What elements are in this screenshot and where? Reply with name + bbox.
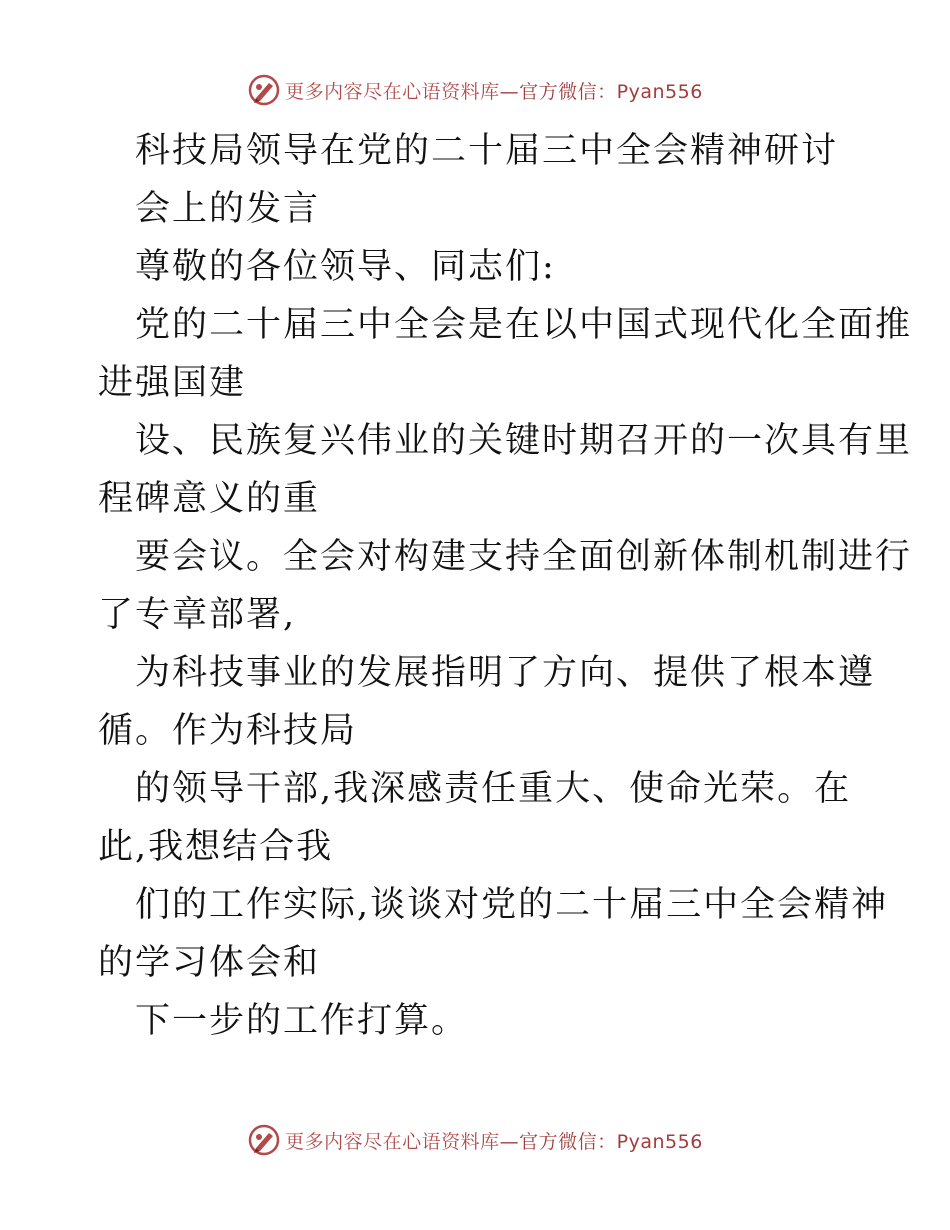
text-line: 会上的发言 [135,189,321,229]
text-line: 了专章部署, [98,595,297,635]
text-line: 设、民族复兴伟业的关键时期召开的一次具有里 [135,421,913,461]
text-line: 的学习体会和 [98,943,321,983]
text-line: 要会议。全会对构建支持全面创新体制机制进行 [135,537,913,577]
watermark-text: 更多内容尽在心语资料库—官方微信：Pyan556 [285,80,703,103]
text-line: 循。作为科技局 [98,711,358,751]
text-line: 的领导干部,我深感责任重大、使命光荣。在 [135,769,852,809]
text-line: 程碑意义的重 [98,479,321,519]
pen-logo-icon [247,73,281,107]
text-line: 党的二十届三中全会是在以中国式现代化全面推 [135,305,913,345]
pen-logo-icon [247,1123,281,1157]
text-line: 为科技事业的发展指明了方向、提供了根本遵 [135,653,876,693]
watermark-contact: —官方微信：Pyan556 [499,80,703,103]
text-line: 们的工作实际,谈谈对党的二十届三中全会精神 [135,885,889,925]
watermark-contact: —官方微信：Pyan556 [499,1130,703,1153]
footer-watermark [0,1120,950,1160]
text-line: 下一步的工作打算。 [135,1001,469,1041]
text-line: 尊敬的各位领导、同志们: [135,247,556,287]
text-line: 科技局领导在党的二十届三中全会精神研讨 [135,131,839,171]
watermark-text: 更多内容尽在心语资料库—官方微信：Pyan556 [285,1130,703,1153]
header-watermark [0,70,950,110]
text-line: 此,我想结合我 [98,827,334,867]
document-body [98,122,913,1050]
text-line: 进强国建 [98,363,247,403]
